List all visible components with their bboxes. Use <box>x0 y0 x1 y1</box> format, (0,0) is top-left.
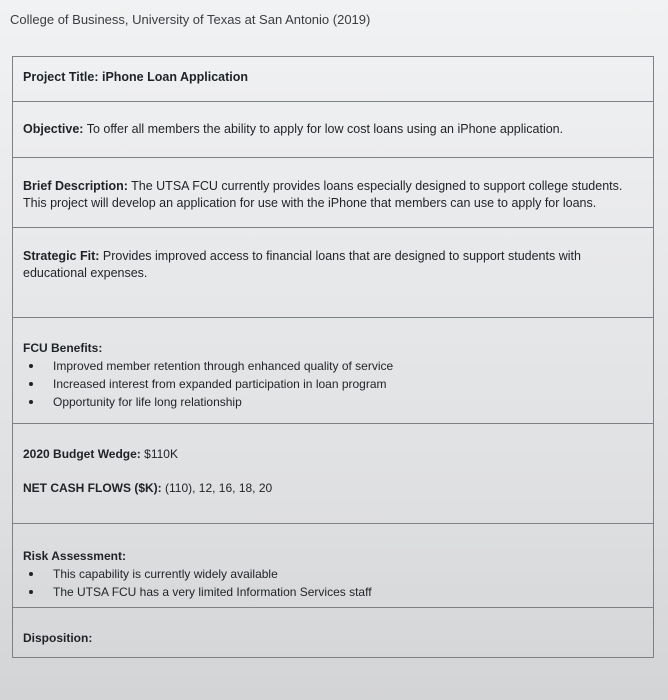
risk-item: The UTSA FCU has a very limited Information Services staff <box>23 583 645 601</box>
fcu-benefits-list <box>23 357 645 411</box>
disposition-label: Disposition: <box>23 631 93 645</box>
fcu-benefit-item: Increased interest from expanded participation in loan program <box>23 375 645 393</box>
objective-value: To offer all members the ability to apply for low cost loans using an iPhone application. <box>86 122 564 136</box>
row-project-title <box>12 56 654 102</box>
row-brief-description <box>12 158 654 228</box>
brief-description-value: The UTSA FCU currently provides loans especially designed to support college students. This project will develop an application for use with the iPhone that members can use to apply for loans. <box>23 179 623 210</box>
project-title-value: iPhone Loan Application <box>101 70 249 84</box>
fcu-benefit-item: Improved member retention through enhanced quality of service <box>23 357 645 375</box>
row-disposition <box>12 608 654 658</box>
risk-item: This capability is currently widely available <box>23 565 645 583</box>
fcu-benefit-item: Opportunity for life long relationship <box>23 393 645 411</box>
project-title-label: Project Title: <box>23 70 99 84</box>
brief-description-label: Brief Description: <box>23 179 128 193</box>
row-risk-assessment <box>12 524 654 608</box>
budget-label: 2020 Budget Wedge: <box>23 447 141 461</box>
row-fcu-benefits <box>12 318 654 424</box>
budget-value: $110K <box>144 447 178 461</box>
row-budget <box>12 424 654 524</box>
cash-flows-value: (110), 12, 16, 18, 20 <box>165 481 273 495</box>
fcu-benefits-label: FCU Benefits: <box>23 341 103 355</box>
row-strategic-fit <box>12 228 654 318</box>
objective-label: Objective: <box>23 122 84 136</box>
strategic-fit-label: Strategic Fit: <box>23 249 100 263</box>
strategic-fit-value: Provides improved access to financial loans that are designed to support students with educational expenses. <box>23 249 581 280</box>
risk-assessment-list <box>23 565 645 601</box>
cash-flows-label: NET CASH FLOWS ($K): <box>23 481 162 495</box>
document-header: College of Business, University of Texas at San Antonio (2019) <box>10 12 371 27</box>
risk-assessment-label: Risk Assessment: <box>23 549 126 563</box>
row-objective <box>12 102 654 158</box>
